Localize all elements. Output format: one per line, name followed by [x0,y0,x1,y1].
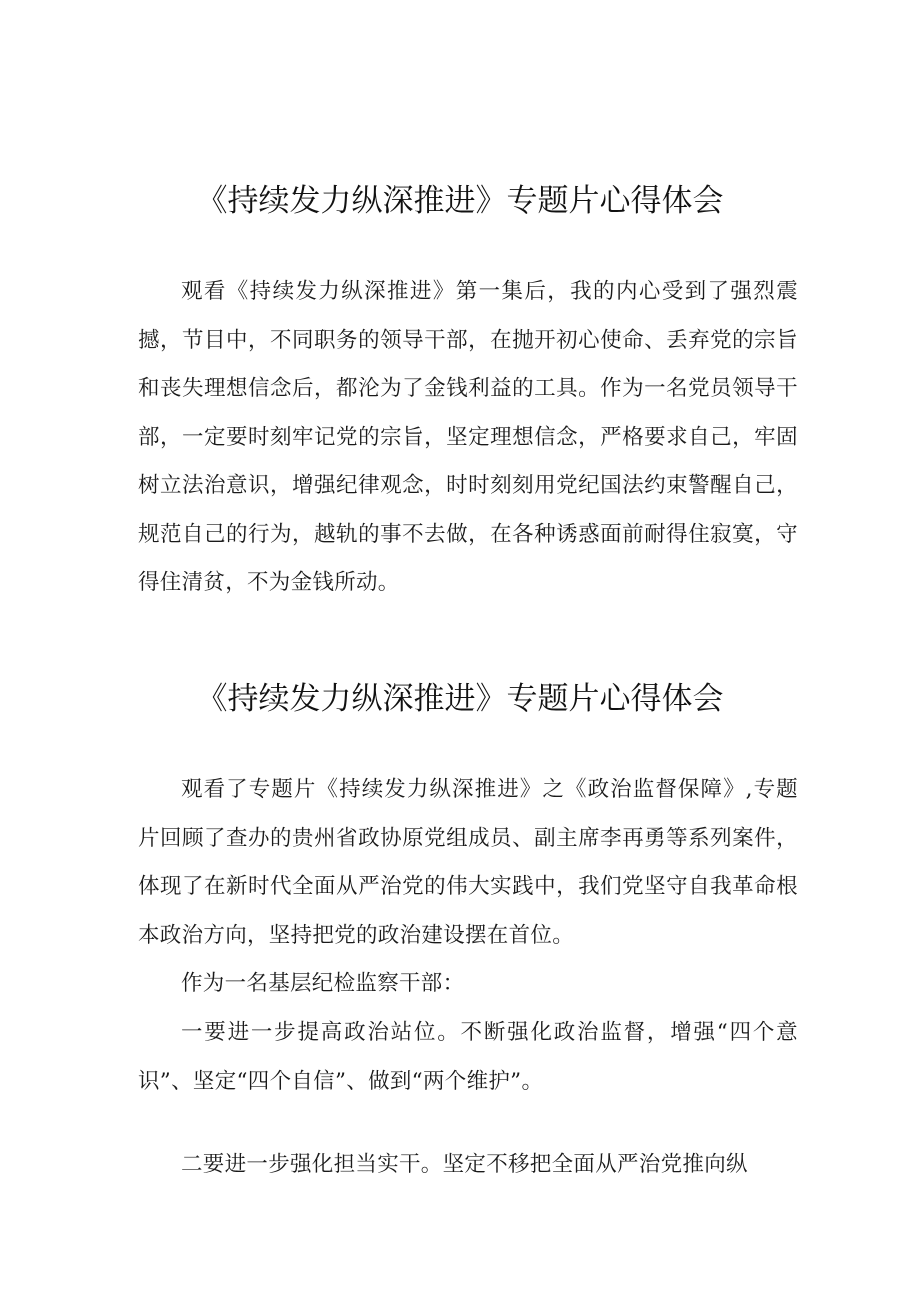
section-2-paragraph-4: 二要进一步强化担当实干。坚定不移把全面从严治党推向纵 [181,1152,748,1177]
section-2-paragraph-2: 作为一名基层纪检监察干部： [181,971,465,996]
section-1-title: 《持续发力纵深推进》专题片心得体会 [196,183,724,219]
section-1-paragraph: 观看《持续发力纵深推进》第一集后，我的内心受到了强烈震撼，节目中，不同职务的领导干部，在抛开初心使命、丢弃党的宗旨和丧失理想信念后，都沦为了金钱利益的工具。作为一名党员领导干部，一定要时刻牢记党的宗旨，坚定理想信念，严格要求自己，牢固树立法治意识，增强纪律观念，时时刻刻用党纪国法约束警醒自己，规范自己的行为，越轨的事不去做，在各种诱惑面前耐得住寂寞，守得住清贫，不为金钱所动。 [138,279,798,595]
section-2-paragraph-3: 一要进一步提高政治站位。不断强化政治监督，增强“四个意识”、坚定“四个自信”、做到“两个维护”。 [138,1020,798,1094]
section-2-title: 《持续发力纵深推进》专题片心得体会 [196,681,724,717]
section-2-paragraph-1: 观看了专题片《持续发力纵深推进》之《政治监督保障》,专题片回顾了查办的贵州省政协原党组成员、副主席李再勇等系列案件，体现了在新时代全面从严治党的伟大实践中，我们党坚守自我革命根本政治方向，坚持把党的政治建设摆在首位。 [138,777,798,948]
